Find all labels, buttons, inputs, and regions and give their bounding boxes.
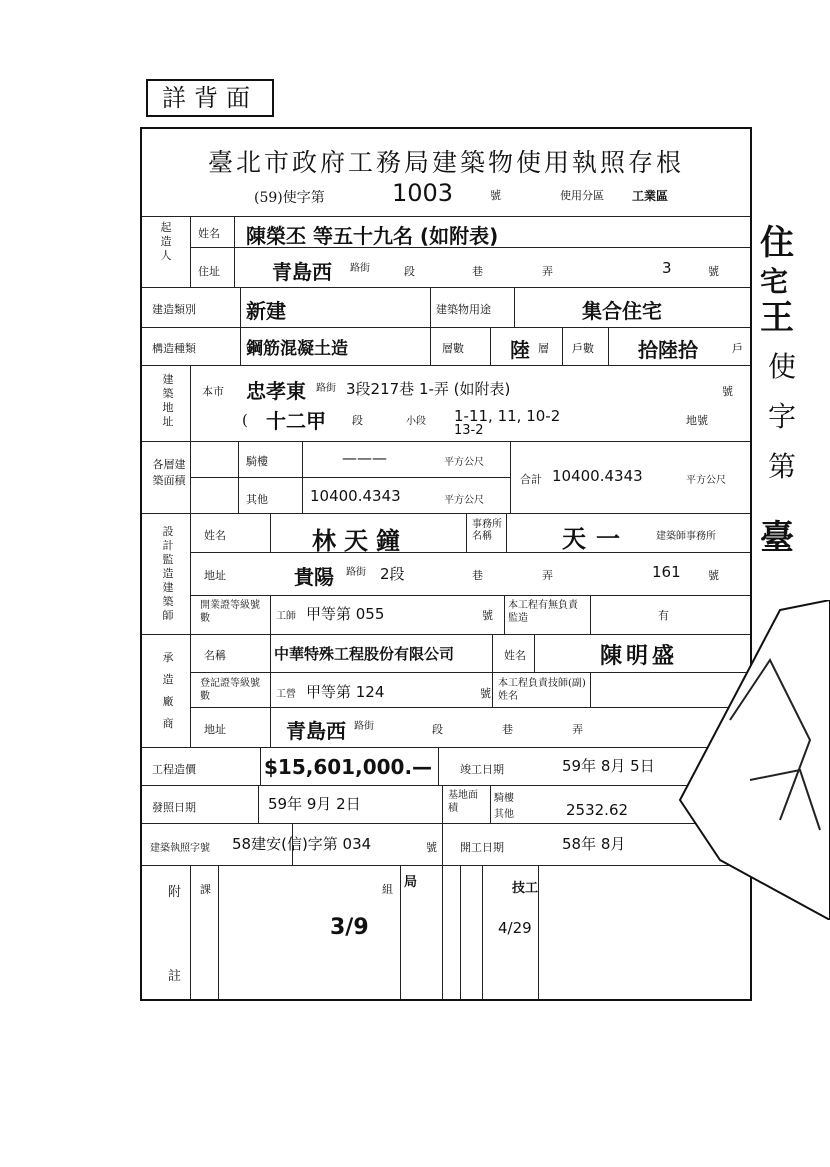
units-label: 戶數 [572,342,594,355]
permit-unit: 號 [426,841,437,854]
applicant-addr-label: 住址 [198,265,220,278]
form-tag: 詳背面 [146,79,274,117]
supervise-label: 本工程有無負責監造 [508,600,578,624]
site-lots: 1-11, 11, 10-2 [454,407,561,425]
contractor-lane: 巷 [502,723,513,736]
applicant-road-unit: 路街 [350,263,370,274]
contractor-name-label: 名稱 [204,649,226,662]
stamp-date: 4/29 [498,919,532,937]
notes-col1: 課 [200,883,211,896]
start-value: 58年 8月 [562,835,626,853]
contractor-addr-label: 地址 [204,723,226,736]
base-value: 2532.62 [566,801,629,819]
units-unit: 戶 [732,342,743,355]
permit-value: 58建安(信)字第 034 [232,835,372,853]
base-label: 基地面積 [448,790,478,814]
designer-addr-label: 地址 [204,569,226,582]
contractor-sec: 段 [432,723,443,736]
type-label: 建造類別 [152,303,196,316]
other-value: 10400.4343 [310,487,401,505]
official-stamp: 局 [404,875,418,890]
open-paren: ( [242,411,248,429]
use-zone-value: 工業區 [632,189,669,203]
floors-unit: 層 [538,342,549,355]
contractor-rep-label: 姓名 [504,649,526,662]
site-detail: 3段217巷 1-弄 (如附表) [346,380,511,398]
units-value: 拾陸拾 [638,338,698,362]
contractor-road-unit: 路街 [354,721,374,732]
office-value: 天一 [562,525,630,553]
designer-road-unit: 路街 [346,567,366,578]
contractor-reg-label: 登記證等級號數 [200,678,260,702]
side-char: 宅 [760,265,789,298]
license-number: 1003 [392,179,454,207]
office-label: 事務所名稱 [472,519,502,542]
folded-corner [660,600,830,920]
tech-label: 本工程負責技師(副)姓名 [498,678,586,702]
site-road-unit: 路街 [316,383,336,394]
contractor-reg-value: 甲等第 124 [306,683,385,701]
designer-name-label: 姓名 [204,529,226,542]
stamp-tech: 技工 [512,881,539,896]
use-label: 建築物用途 [436,303,491,316]
side-char: 住 [760,223,794,263]
total-sqm: 平方公尺 [686,475,726,486]
applicant-name-value: 陳榮丕 等五十九名 (如附表) [246,224,499,248]
contractor-alley: 弄 [572,723,583,736]
contractor-section-label: 承造廠商 [162,651,174,730]
notes-label-top: 附 [168,885,182,900]
use-value: 集合住宅 [582,299,662,323]
designer-lane: 巷 [472,569,483,582]
issue-label: 發照日期 [152,801,196,814]
license-suffix: 號 [490,189,501,202]
designer-section-label: 設計監造建築師 [162,525,174,622]
total-value: 10400.4343 [552,467,643,485]
area-section-label: 各層建築面積 [152,458,186,487]
use-zone-label: 使用分區 [560,189,604,202]
start-label: 開工日期 [460,841,504,854]
other-label: 其他 [246,493,268,506]
site-lot-unit: 地號 [686,414,708,427]
designer-alley: 弄 [542,569,553,582]
applicant-lane: 巷 [472,265,483,278]
contractor-reg-unit: 號 [480,687,491,700]
floors-value: 陸 [510,338,530,362]
site-no-unit: 號 [722,385,733,398]
contractor-rep-value: 陳明盛 [600,644,679,669]
form-title: 臺北市政府工務局建築物使用執照存根 [207,148,684,177]
designer-reg-prefix: 工師 [276,611,296,622]
struct-label: 構造種類 [152,342,196,355]
issue-value: 59年 9月 2日 [268,795,361,813]
applicant-addr-no: 3 [662,259,672,277]
struct-value: 鋼筋混凝土造 [246,339,348,359]
permit-label: 建築執照字號 [150,843,210,854]
designer-reg-unit: 號 [482,609,493,622]
contractor-name-value: 中華特殊工程股份有限公司 [274,645,455,663]
applicant-section-label: 起造人 [160,221,172,262]
applicant-sec: 段 [404,265,415,278]
contractor-reg-prefix: 工營 [276,689,296,700]
designer-addr-no: 161 [652,563,681,581]
site-road: 忠孝東 [246,379,306,403]
applicant-no-unit: 號 [708,265,719,278]
floors-label: 層數 [442,342,464,355]
notes-label-bottom: 註 [168,969,182,984]
side-char: 字 [768,400,797,433]
site-section-name: 十二甲 [266,409,326,433]
license-prefix: (59)使字第 [254,190,325,206]
side-char: 臺 [760,518,794,558]
other-sqm: 平方公尺 [444,495,484,506]
applicant-alley: 弄 [542,265,553,278]
side-char: 使 [768,350,797,383]
arcade-sqm: 平方公尺 [444,457,484,468]
arcade-label: 騎樓 [246,455,268,468]
complete-value: 59年 8月 5日 [562,757,655,775]
site-section-label: 建築地址 [162,373,174,428]
site-duan: 段 [352,414,363,427]
designer-sec: 2段 [380,565,405,583]
type-value: 新建 [246,299,286,323]
site-city: 本市 [202,385,224,398]
cost-value: $15,601,000.— [264,755,433,779]
designer-addr-road: 貴陽 [294,565,334,589]
designer-name-value: 林天鐘 [312,527,408,555]
total-label: 合計 [520,473,542,486]
base-sub2: 其他 [494,809,514,820]
side-char: 第 [768,450,797,483]
complete-label: 竣工日期 [460,763,504,776]
arcade-value: ——— [342,449,387,467]
designer-no-unit: 號 [708,569,719,582]
designer-reg-label: 開業證等級號數 [200,600,260,624]
contractor-addr-road: 青島西 [286,719,346,743]
side-char: 王 [760,298,794,338]
applicant-name-label: 姓名 [198,227,220,240]
site-lots2: 13-2 [454,423,484,438]
supervise-value: 有 [658,609,669,622]
base-sub1: 騎樓 [494,793,514,804]
cost-label: 工程造價 [152,763,196,776]
notes-handwritten: 3/9 [330,915,369,940]
site-xiaoduan: 小段 [406,416,426,427]
designer-reg-value: 甲等第 055 [306,605,385,623]
notes-col2: 組 [382,883,393,896]
applicant-addr-road: 青島西 [272,260,332,284]
office-suffix: 建築師事務所 [656,531,716,542]
